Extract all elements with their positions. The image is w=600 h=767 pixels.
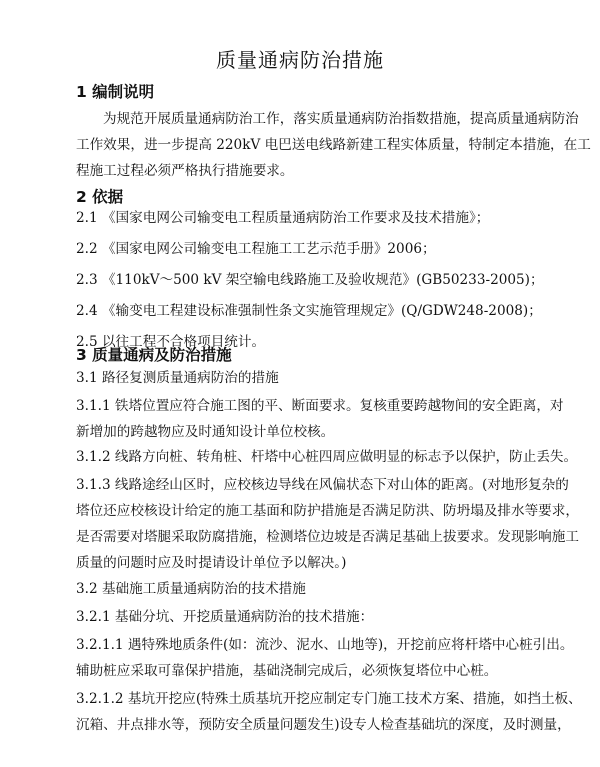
- text-line: 3.1.1 铁塔位置应符合施工图的平、断面要求。复核重要跨越物间的安全距离，对: [76, 398, 564, 414]
- text-line: 是否需要对塔腿采取防腐措施，检测塔位边坡是否满足基础上拔要求。发现影响施工: [76, 529, 579, 545]
- text-line: 工作效果，进一步提高 220kV 电巴送电线路新建工程实体质量，特制定本措施，在工: [76, 137, 591, 153]
- paragraph-3-2-1: 3.2.1 基础分坑、开挖质量通病防治的技术措施：: [76, 609, 374, 625]
- paragraph-3-2-1-2: [76, 686, 582, 738]
- section-2-heading: 2 依据: [76, 188, 124, 206]
- text-line: 质量的问题时应及时提请设计单位予以解决。): [76, 555, 347, 571]
- text-line: 为规范开展质量通病防治工作，落实质量通病防治指数措施，提高质量通病防治: [103, 111, 579, 127]
- text-line: 3.1.2 线路方向桩、转角桩、杆塔中心桩四周应做明显的标志予以保护，防止丢失。: [76, 449, 578, 465]
- text-line: 3.1.3 线路途经山区时，应校核边导线在风偏状态下对山体的距离。(对地形复杂的: [76, 477, 569, 493]
- section-2-list: [76, 205, 544, 355]
- text-line: 塔位还应校核设计给定的施工基面和防护措施是否满足防洪、防坍塌及排水等要求，: [76, 503, 579, 519]
- text-line: 辅助桩应采取可靠保护措施，基础浇制完成后，必须恢复塔位中心桩。: [76, 663, 498, 679]
- list-item: 2.3 《110kV～500 kV 架空输电线路施工及验收规范》(GB50233-2005)；: [76, 272, 544, 288]
- paragraph-3-2-1-1: [76, 632, 574, 684]
- section-3-heading: 3 质量通病及防治措施: [76, 346, 232, 364]
- text-line: 3.2.1.2 基坑开挖应(特殊土质基坑开挖应制定专门施工技术方案、措施，如挡土板、: [76, 691, 582, 707]
- text-line: 程施工过程必须严格执行措施要求。: [76, 163, 294, 179]
- section-1-paragraph: [76, 106, 591, 184]
- text-line: 沉箱、井点排水等，预防安全质量问题发生)设专人检查基础坑的深度，及时测量，: [76, 717, 571, 733]
- paragraph-3-1-1: [76, 393, 564, 445]
- list-item: 2.5 以往工程不合格项目统计。: [76, 334, 266, 350]
- list-item: 2.2 《国家电网公司输变电工程施工工艺示范手册》2006；: [76, 241, 436, 257]
- paragraph-3-1-2: [76, 444, 578, 470]
- text-line: 3.2.1.1 遇特殊地质条件(如：流沙、泥水、山地等)，开挖前应将杆塔中心桩引出。: [76, 637, 574, 653]
- list-item: 2.4 《输变电工程建设标准强制性条文实施管理规定》(Q/GDW248-2008)；: [76, 303, 542, 319]
- paragraph-3-1-3: [76, 472, 579, 576]
- list-item: 2.1 《国家电网公司输变电工程质量通病防治工作要求及技术措施》；: [76, 210, 490, 226]
- text-line: 新增加的跨越物应及时通知设计单位校核。: [76, 424, 335, 440]
- subsection-3-1-heading: 3.1 路径复测质量通病防治的措施: [76, 370, 279, 386]
- page-title: 质量通病防治措施: [216, 48, 384, 72]
- section-1-heading: 1 编制说明: [76, 83, 155, 101]
- subsection-3-2-heading: 3.2 基础施工质量通病防治的技术措施: [76, 581, 306, 597]
